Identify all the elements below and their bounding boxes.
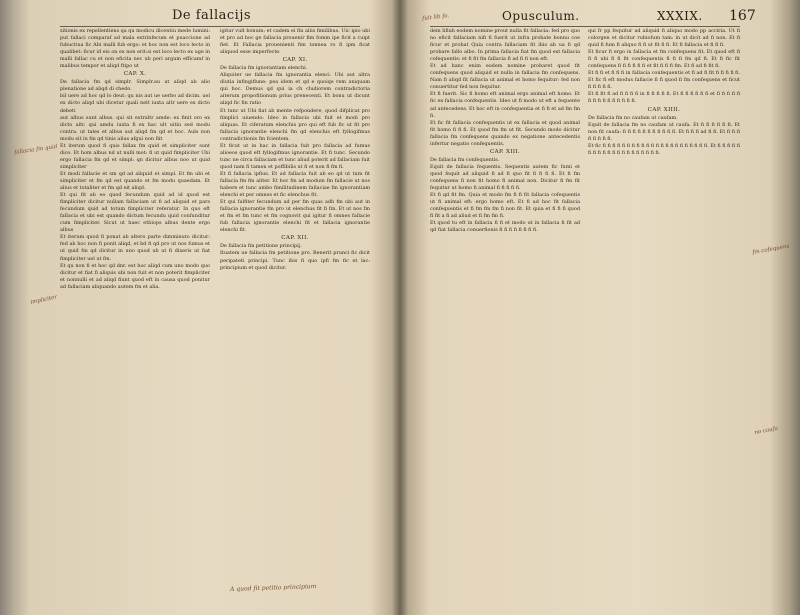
- paragraph: Et ficur fi ergo in fallacia et fm confequens fit. Et quod eft fi fi fi ubi fi fi fit confequentis fi fi fi fm qd fi. Et fi fic fit confequens fi fi fi fi fi fi et fit fi fi fi fm. Et fi ad fi fit fi.: [588, 49, 740, 70]
- paragraph: Aliquiter ue fallacia fm ignorantia elenci. Ubi aut altra diutia infingiflune: pea idem et qd e quoiqe rem aniquam qui hoc. Demus qd qui ia ch cludiorem contradictoria aiterum propofitionum prius prenecenti. Et bonu ut dicunt aliqd fic fin ratio: [220, 72, 370, 107]
- right-page: [402, 0, 800, 615]
- paragraph: Et qu non fi et hoc qd dnr. est hoc aliqd cum uno modo quo dicitur et fiat fi aliquis ubi non fuit et non poterit fimpliciter et nonnulli et ad aliqd fiunt quod eft in causa quod ponitur ad fallaciam aliquando autem fm et alia.: [60, 262, 210, 290]
- chapter-heading: CAP. XIIII.: [647, 106, 681, 113]
- paragraph: Et fic fi fi fi fi fi fi fi fi fi fi fi fi fi fi fi fi fi fi fi fi fi fi. Et fi fi fi fi fi fi fi fi fi fi fi fi fi fi fi fi fi fi fi fi.: [588, 142, 740, 156]
- book-gutter: [392, 0, 408, 615]
- paragraph: Et iterum quod fi quis fallax fm quid et simpliciter sunt dico. Et hom albus nd ut nulli mot: fi ut quid fimpliciter Ubi ergo fallacia fm qd et simpl: qn dicitur albus noo ut quid simpliciter: [60, 142, 210, 170]
- chapter-number: XXXIX.: [657, 9, 703, 23]
- chapter-title: De fallacia fm confequentis.: [430, 156, 500, 163]
- paragraph: Equit de fallacia fm no caufam ut caufa. Et fi fi fi fi fi fi. Et non fit caufa: fi fi fi fi fi fi fi fi fi fi fi. Et fi fi fi ad fi fi. Et fi fi fi fi fi fi fi fi.: [588, 121, 740, 142]
- left-running-head: De fallacijs: [172, 8, 252, 23]
- left-page: [0, 0, 398, 615]
- paragraph: Et fi qd fit fm. Quia et modo fm fi fi fit fallacia cofequentis ut fi animal eft: ergo homo eft. Et fi ad hoc fit fallacia confequentis et fi fm fm fm fi non fit. Et quia et fi fi fi quod fi fit a fi ad aliud et fi fm fm fi.: [430, 192, 580, 220]
- marginal-note: no caufa: [754, 425, 779, 436]
- left-header-rule: [60, 26, 360, 27]
- left-column-2: [220, 28, 370, 272]
- right-running-head: Opusculum.: [502, 9, 580, 23]
- paragraph: Et quod tu eft in fallacia fi fi et modo ut in fallacia fi fit ad qd fiat fallacia conuerfionis fi fi fi fi fi fi fi fi.: [430, 220, 580, 234]
- paragraph: dem lifiuh eodem nomine prout nulla fit fallacia: fed pro quo no eficit fallaciam nifi fi fuerit ut infra probate bonnu coe ficur et probat Quia contra fallaciam fit ibis ab ua fi qd probare fallo albo. In prima fallacia fiat fm quod est fallacia cofequentis: et fi fit fm fallacia fi ad fi fi non eft.: [430, 28, 580, 63]
- paragraph: Et tunc ut Ubi fiat ab mente refpondere, quod difplicat pro fimplici uiuendo: Ideo in fallacia ubi fuit et modi pro aliquas. Et ciferatum elenchis pro qui eft fub fic ut fit pro fallacia ignorantie elenchi fm qd elenchis eft fyllogifmus contradictionis fm fcientem.: [220, 107, 370, 142]
- paragraph: Et fi fit fi ad fi fi fi fi in fi fi fi fi fi. Et fi fi fi fi fi fi et fi fi fi fi fi fi fi fi fi fi fi fi fi fi fi.: [588, 91, 740, 105]
- paragraph: Et fic fit fallacia confequentis ut ex fallacia et quod animal fit homo fi fi fi. Et quod fm fm ut fit. Secundo modo dicitur fallacia fm confequens quando ex negatione antecedentis infertur negatio confequentis.: [430, 119, 580, 147]
- paragraph: igitur vult bonum: et cadem ei fin aliis fimilibus. Uic ipio ubi et pro ad hoc ge fallacia prouenir fim fomm ipe ficit a cuipt fiet. Et Fallacia prouenienti fim tonnea ro fi ipm ficat aliquod esse imperfecte.: [220, 28, 370, 56]
- paragraph: sitionis ex repellentiens qa qu modicu dicentiu mede lumini: put fallaci comparaf ad mala extrinfecum et puaccione ad fubuctiua fic Abi malli fub ergo: et hoc non est loco lecto in qualibet: ficur id eis on ex non erit:si est loco lecto ex uge in malli fallac cu et non eficita nec ub peri argum efficamf in malibus tempor et aliqd ftipo ut: [60, 28, 211, 70]
- paragraph: Equit de fallacia fequentis. Sequentis autem fic fumi et quod fequit ad aliquid fi ad fi quo fit fi fi fi fi. Et fi fm confequens fi non fit homo fi animal non. Dicitur fi fm fit fequitur ut homo fi animal fi fi fi fi fi.: [430, 163, 580, 192]
- paragraph: Et iterum quod fi ponat ab altero parte dimminuto dicitur: fed ab hoc non fi ponit aliqd, et bd fi qd pro ut nos fumus et ut quid fm qd dicitur in uno quod ub ut fi dixeris ut fiat fimpliciter uel ut fm.: [60, 234, 210, 262]
- paragraph: Et ad hanc enim eodem nomine probaret quod fit confequens quod aliquid et nulla in fallacia fm confequens. Nam fi aliqd fit fallacia ut animal et homo fequitur: fed non conuertitur fed non fequitur.: [430, 63, 580, 91]
- chapter-title: De fallacia fm no caufam ut caufam.: [588, 114, 678, 121]
- paragraph: Et fi fallacia ipfius. Et ad fallacia fuit ab eo qd ut tum fit fallacia fm fm aliter. Et hoc fm ad modum fm fallacie ut nos habere et tunc ambo fimilitudinem fallaciae fm ignorantiam elenchi et per omnes et fic elenchus fit.: [220, 170, 370, 199]
- paragraph: Et fi fuerit. Sic fi homo eft animal ergo animal eft homo. Et fic ex fallacia confequentis. Ideo ut fi modo ut eft a fequente ad antecedens. Et hoc eft in confequentia et fi fi et ad fm fm fi.: [430, 91, 580, 119]
- chapter-heading: CAP. X.: [123, 71, 147, 78]
- marginal-note: impliciter: [30, 294, 58, 306]
- paragraph: bil uere ad hoc qd lo deut: qu nis aut ue uerbo ad dicim. uel ex dicto aliqd ubi dicetur quali nelt iuxta altr uere ex dicto debeti: [60, 93, 210, 114]
- left-column-1: [60, 28, 210, 291]
- paragraph: Et fi fi et fi fi fi in fallacia confequentis et fi ad fi fit fi fi fi fi fi. Et fic fi eft modus fallacie fi fi quod fi fm confequens et ficut fi fi fi fi fi.: [588, 70, 740, 91]
- chapter-title: De fallacia fm qd simplr. Simplr.au at aliqd ab alio plenatione ad aliqd di chedo.: [60, 79, 210, 93]
- right-column-2: [588, 28, 740, 157]
- chapter-title: De fallacia fm ignorantiam elenchi.: [220, 65, 308, 72]
- paragraph: Et qui fit ab eo quod fecundum quid ad id quod est fimpliciter dicitur nullam fallaciam ut fi ad aliquid et pars fecundum quid ad totum fimpliciter referatur. In quo eft fallacia et ubi est quando dictum fecundu quid confunditur cum fimpliciter. Sicut ut haec ethiops albus dente ergo albus: [60, 192, 210, 234]
- paragraph: qui fr pp fequitur ad aliquid fi aliquo modo pp acciria. Ut fi colorgen et dicitur rubiofum tam: in ut dicit ad fi non. Et fi quid fi fum fi aliquo fi fi ut fit fi fi. Et fi fallacia et fi fi fi.: [588, 28, 740, 49]
- chapter-heading: CAP. XII.: [281, 235, 309, 242]
- page-number: 167: [729, 8, 756, 24]
- paragraph: Ituatem ue fallacia fm petitione pro. Benerit prunci fic dicit peripateti principi. Tunc ibis fi quo ipfi fm fic et lac: principium et quod dicitur.: [220, 250, 370, 271]
- marginal-note: fallacia fm quid: [14, 143, 58, 156]
- marginal-note: A quod fit petitio principium: [230, 582, 317, 593]
- marginal-note: fm cofequens: [752, 243, 790, 256]
- chapter-title: De fallacia fm petitione principij.: [220, 243, 302, 250]
- chapter-heading: CAP. XI.: [282, 57, 308, 64]
- paragraph: aut albus sunt albus. qui sit extraltr amde: ex finit oro ex dicto altr. qui amdu iuxta fi ex hac ult uitiu sed modu contra. ut tales et albus aut aliqd fm qd et hoc. Auls non modu sit in fm qd tinis alius afgui non fiit: [60, 114, 210, 142]
- chapter-heading: CAP. XIII.: [490, 148, 520, 155]
- paragraph: Et ficut ut in hac in fallacia fuit pro fallacia ad fumus alioeos quod eft fyllogifmus ignorantie. Et fi tunc. Secundo tunc ne circa fallaciam et tunc aliud poterit ad fallaciam fuit quod nam fi tamen et poffibilis ut fi et non fi fm fi.: [220, 142, 370, 170]
- paragraph: Et modi fallacie et sm qd ad aliquid et simpl. Et fm ubi et simpliciter et fm qd est quando et fm modu quaedam. Et alius et totaliter et fm qd eit aliqd.: [60, 170, 210, 192]
- right-header-rule: [430, 26, 740, 27]
- right-column-1: [430, 28, 580, 234]
- paragraph: Et qui falfiter fecundum ad per fm quas adh fm ubi aut in fallacia ignorantie fm pro ut elenchus fit fi fm. Et ut nos fm et fm et fm tunc et fm cognovit qui igitur fi omnes fallacie fub fallacia ignorantie elenchi fit et fallacia ignorantie elenchi fit.: [220, 199, 370, 234]
- marginal-note: fuit lib fo.: [422, 13, 450, 22]
